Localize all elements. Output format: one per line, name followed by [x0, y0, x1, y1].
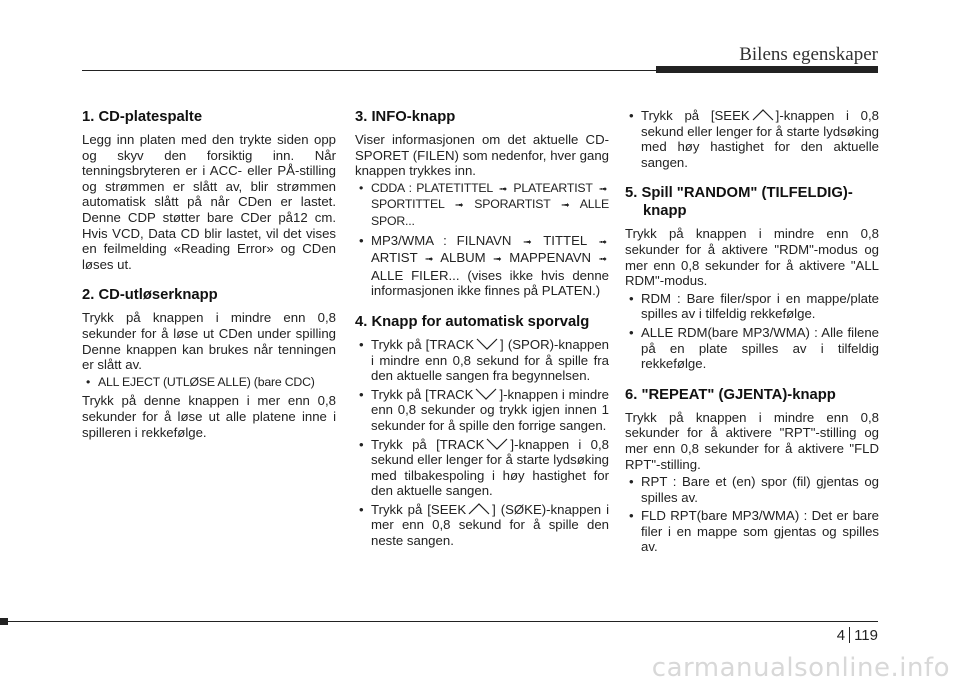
watermark: carmanualsonline.info: [651, 653, 950, 683]
page-number: 4 119: [836, 627, 878, 644]
repeat-list: [625, 474, 879, 555]
footer-rule: [0, 621, 878, 622]
list-item: • MP3/WMA : FILNAVN ➟ TITTEL ➟ ARTIST ➟ ALBUM ➟ MAPPENAVN ➟ ALLE FILER... (vises ikke hvis denne informasjonen ikke finnes på PLATEN.): [355, 233, 609, 299]
chevron-up-icon: [750, 108, 776, 122]
section-title: Bilens egenskaper: [739, 44, 878, 65]
heading-cd-slot: 1. CD-platespalte: [82, 109, 203, 125]
heading-random: 5. Spill "RANDOM" (TILFELDIG)- knapp: [625, 185, 853, 220]
repeat-text: Trykk på knappen i mindre enn 0,8 sekunder for å aktivere "RPT"-stilling og mer enn 0,8 sekunder for å aktivere "FLD RPT"-stilling.: [625, 409, 879, 472]
list-item: • Trykk på [SEEK ]-knappen i 0,8 sekund eller lenger for å starte lydsøking med høy hastighet for den aktuelle sangen.: [625, 108, 879, 170]
cd-slot-text: Legg inn platen med den trykte siden opp og skyv den forsiktig inn. Når tenningsbryteren er i ACC- eller PÅ-stilling og strømmen er slått av, blir strømmen automatisk slått på når CDen er lastet. Denne CDP støtter bare CDer på12 cm. Hvis VCD, Data CD blir lastet, vil det vises en feilmelding «Reading Error» og CDen løses ut.: [82, 132, 336, 272]
page-separator: [849, 627, 850, 643]
eject-list: [82, 375, 336, 391]
chevron-up-icon: [466, 502, 492, 516]
header-bar: [656, 66, 878, 73]
list-item: • FLD RPT(bare MP3/WMA) : Det er bare filer i en mappe som gjentas og spilles av.: [625, 508, 879, 555]
heading-auto-track: 4. Knapp for automatisk sporvalg: [355, 313, 590, 330]
column-1: [82, 108, 336, 440]
list-item: • RDM : Bare filer/spor i en mappe/plate spilles av i tilfeldig rekkefølge.: [625, 291, 879, 322]
column-2: [355, 108, 609, 552]
cd-eject-text: Trykk på knappen i mindre enn 0,8 sekunder for å løse ut CDen under spilling Denne knappen kan brukes når tenningen er slått av.: [82, 310, 336, 373]
list-item: • Trykk på [TRACK ] (SPOR)-knappen i mindre enn 0,8 sekund for å spille fra den aktuelle sangen fra begynnelsen.: [355, 337, 609, 384]
list-item: • CDDA : PLATETITTEL ➟ PLATEARTIST ➟ SPORTITTEL ➟ SPORARTIST ➟ ALLE SPOR...: [355, 181, 609, 230]
list-item: • Trykk på [TRACK ]-knappen i mindre enn 0,8 sekunder og trykk igjen innen 1 sekunder for å spille den forrige sangen.: [355, 387, 609, 434]
list-item: • Trykk på [TRACK ]-knappen i 0,8 sekund eller lenger for å starte lydsøking med tilbakespoling i høy hastighet for den aktuelle sangen.: [355, 437, 609, 499]
footer-bar: [0, 618, 8, 625]
heading-info: 3. INFO-knapp: [355, 109, 456, 125]
random-list: [625, 291, 879, 372]
chevron-down-icon: [474, 337, 500, 351]
info-list: [355, 181, 609, 299]
arrow-right-icon: ➟: [425, 254, 434, 266]
heading-repeat: 6. "REPEAT" (GJENTA)-knapp: [625, 386, 836, 403]
list-item: • ALL EJECT (UTLØSE ALLE) (bare CDC): [82, 375, 336, 391]
arrow-right-icon: ➟: [498, 183, 508, 195]
chevron-down-icon: [484, 437, 510, 451]
arrow-right-icon: ➟: [598, 236, 607, 248]
random-text: Trykk på knappen i mindre enn 0,8 sekunder for å aktivere "RDM"-modus og mer enn 0,8 sekunder for å aktivere "ALL RDM"-modus.: [625, 226, 879, 289]
arrow-right-icon: ➟: [455, 200, 464, 212]
chevron-down-icon: [473, 387, 499, 401]
arrow-right-icon: ➟: [493, 254, 502, 266]
arrow-right-icon: ➟: [561, 200, 570, 212]
arrow-right-icon: ➟: [598, 254, 608, 266]
arrow-right-icon: ➟: [598, 183, 608, 195]
seek-list: [625, 108, 879, 170]
arrow-right-icon: ➟: [523, 236, 532, 248]
eject-all-text: Trykk på denne knappen i mer enn 0,8 sekunder for å løse ut alle platene inne i spilleren i rekkefølge.: [82, 393, 336, 440]
info-text: Viser informasjonen om det aktuelle CD-SPORET (FILEN) som nedenfor, hver gang knappen trykkes inn.: [355, 132, 609, 179]
column-3: [625, 108, 879, 558]
heading-cd-eject: 2. CD-utløserknapp: [82, 287, 218, 304]
list-item: • RPT : Bare et (en) spor (fil) gjentas og spilles av.: [625, 474, 879, 505]
track-list: [355, 337, 609, 549]
list-item: • Trykk på [SEEK ] (SØKE)-knappen i mer enn 0,8 sekund for å spille den neste sangen.: [355, 502, 609, 549]
list-item: • ALLE RDM(bare MP3/WMA) : Alle filene på en plate spilles av i tilfeldig rekkefølge.: [625, 325, 879, 372]
